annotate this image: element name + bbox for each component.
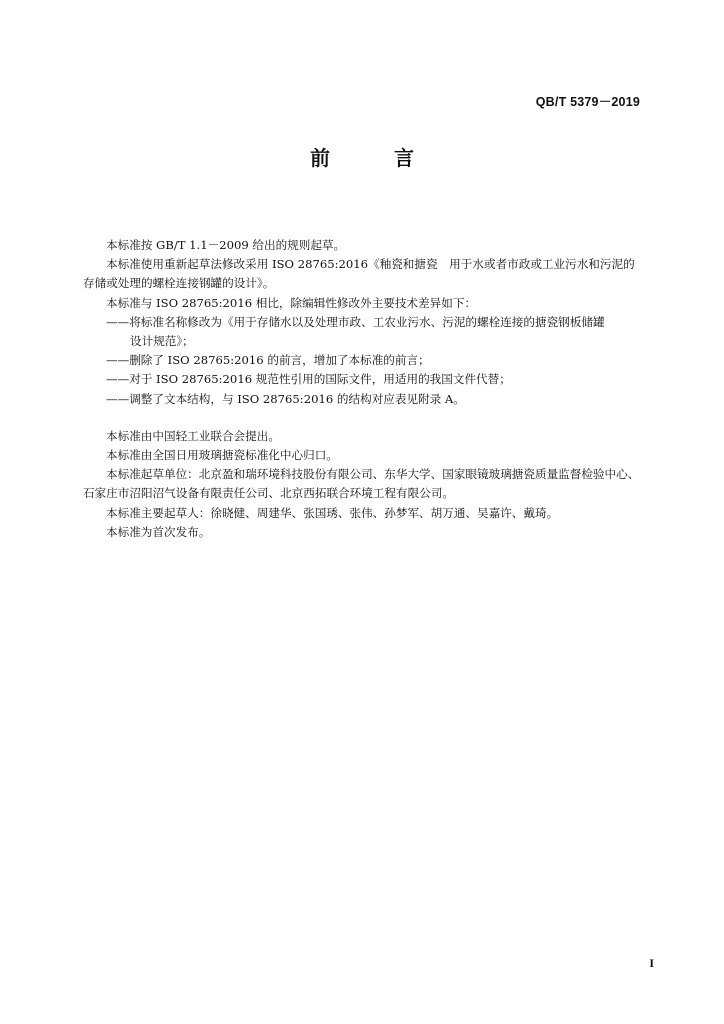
paragraph-adoption: 本标准使用重新起草法修改采用 ISO 28765:2016《釉瓷和搪瓷 用于水或者市政或工业污水和污泥的存储或处理的螺栓连接钢罐的设计》。 xyxy=(83,257,635,291)
document-body xyxy=(83,236,643,542)
paragraph-proposed-by: 本标准由中国轻工业联合会提出。 xyxy=(106,428,280,443)
paragraph-administered-by: 本标准由全国日用玻璃搪瓷标准化中心归口。 xyxy=(106,448,338,463)
page-title: 前 言 xyxy=(310,146,436,170)
page-number: I xyxy=(649,956,654,970)
paragraph-drafters: 本标准主要起草人：徐晓健、周建华、张国琇、张伟、孙梦军、胡万通、吴嘉许、戴琦。 xyxy=(106,505,559,520)
difference-item-4: ——调整了文本结构，与 ISO 28765:2016 的结构对应表见附录 A。 xyxy=(106,391,465,406)
difference-item-1: ——将标准名称修改为《用于存储水以及处理市政、工农业污水、污泥的螺栓连接的搪瓷钢板储罐 xyxy=(106,314,605,329)
paragraph-drafting-rules: 本标准按 GB/T 1.1－2009 给出的规则起草。 xyxy=(106,238,346,252)
difference-item-1-continued: 设计规范》； xyxy=(130,334,194,349)
section-gap xyxy=(83,409,643,427)
paragraph-first-issue: 本标准为首次发布。 xyxy=(106,524,211,539)
paragraph-differences-intro: 本标准与 ISO 28765:2016 相比，除编辑性修改外主要技术差异如下： xyxy=(106,295,477,310)
paragraph-drafting-units: 本标准起草单位：北京盈和瑞环境科技股份有限公司、东华大学、国家眼镜玻璃搪瓷质量监督检验中心、石家庄市沼阳沼气设备有限责任公司、北京西拓联合环境工程有限公司。 xyxy=(83,467,640,501)
difference-item-2: ——删除了 ISO 28765:2016 的前言，增加了本标准的前言； xyxy=(106,353,430,368)
difference-item-3: ——对于 ISO 28765:2016 规范性引用的国际文件，用适用的我国文件代替； xyxy=(106,372,511,387)
standard-code: QB/T 5379－2019 xyxy=(535,95,640,109)
